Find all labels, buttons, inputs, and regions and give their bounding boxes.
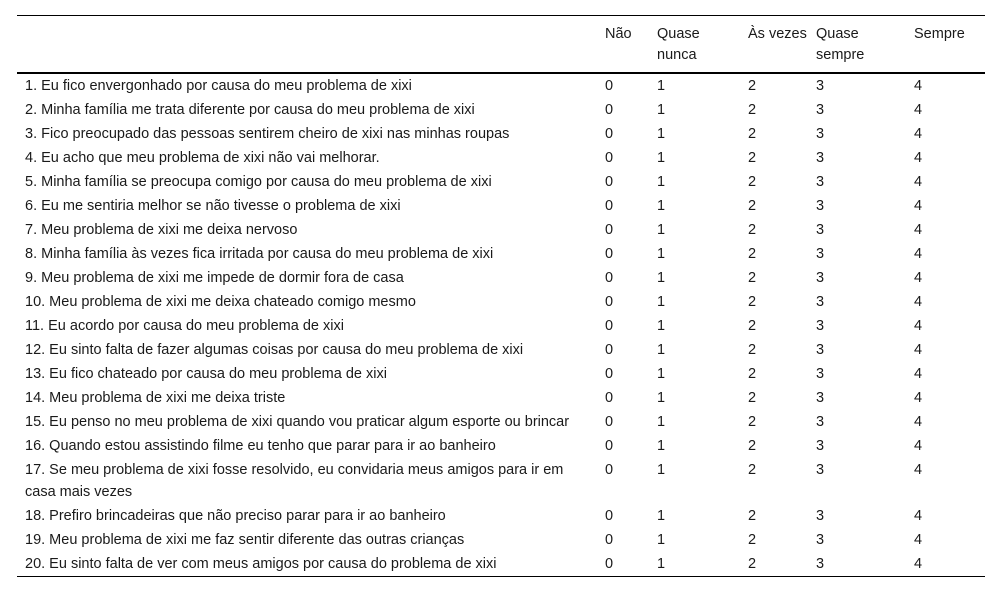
score-cell: 2 [748, 78, 757, 94]
item-statement: 20. Eu sinto falta de ver com meus amigos por causa do problema de xixi [25, 556, 497, 572]
header-nao: Não [605, 26, 632, 42]
score-cell: 3 [816, 532, 825, 548]
table-row [17, 170, 985, 194]
score-cell: 2 [748, 366, 757, 382]
score-cell: 4 [914, 102, 923, 118]
item-statement: 15. Eu penso no meu problema de xixi quando vou praticar algum esporte ou brincar [25, 414, 570, 430]
score-cell: 4 [914, 222, 923, 238]
score-cell: 0 [605, 246, 614, 262]
table-row [17, 458, 985, 504]
score-cell: 4 [914, 270, 923, 286]
score-cell: 3 [816, 390, 825, 406]
score-cell: 1 [657, 438, 666, 454]
score-cell: 4 [914, 556, 923, 572]
item-statement: 19. Meu problema de xixi me faz sentir diferente das outras crianças [25, 532, 465, 548]
score-cell: 2 [748, 414, 757, 430]
table-row [17, 434, 985, 458]
score-cell: 0 [605, 390, 614, 406]
score-cell: 2 [748, 270, 757, 286]
score-cell: 1 [657, 174, 666, 190]
header-as-vezes: Às vezes [748, 26, 807, 42]
score-cell: 0 [605, 270, 614, 286]
score-cell: 2 [748, 150, 757, 166]
score-cell: 2 [748, 246, 757, 262]
score-cell: 0 [605, 342, 614, 358]
score-cell: 2 [748, 342, 757, 358]
questionnaire-table-container [17, 15, 985, 577]
score-cell: 0 [605, 438, 614, 454]
score-cell: 3 [816, 366, 825, 382]
score-cell: 0 [605, 126, 614, 142]
score-cell: 4 [914, 126, 923, 142]
score-cell: 1 [657, 366, 666, 382]
score-cell: 2 [748, 556, 757, 572]
score-cell: 3 [816, 318, 825, 334]
item-statement: 5. Minha família se preocupa comigo por causa do meu problema de xixi [25, 174, 492, 190]
score-cell: 1 [657, 294, 666, 310]
item-statement: 7. Meu problema de xixi me deixa nervoso [25, 222, 298, 238]
score-cell: 0 [605, 556, 614, 572]
score-cell: 2 [748, 174, 757, 190]
score-cell: 3 [816, 438, 825, 454]
table-body [17, 73, 985, 577]
score-cell: 2 [748, 198, 757, 214]
score-cell: 1 [657, 342, 666, 358]
score-cell: 1 [657, 198, 666, 214]
score-cell: 0 [605, 366, 614, 382]
table-row [17, 290, 985, 314]
score-cell: 1 [657, 532, 666, 548]
score-cell: 1 [657, 270, 666, 286]
score-cell: 3 [816, 150, 825, 166]
score-cell: 1 [657, 390, 666, 406]
score-cell: 2 [748, 438, 757, 454]
score-cell: 0 [605, 532, 614, 548]
score-cell: 3 [816, 222, 825, 238]
score-cell: 2 [748, 126, 757, 142]
score-cell: 3 [816, 270, 825, 286]
score-cell: 3 [816, 294, 825, 310]
table-row [17, 528, 985, 552]
table-header [17, 16, 985, 74]
item-statement: 10. Meu problema de xixi me deixa chateado comigo mesmo [25, 294, 416, 310]
item-statement: 4. Eu acho que meu problema de xixi não vai melhorar. [25, 150, 380, 166]
table-row [17, 504, 985, 528]
score-cell: 2 [748, 462, 757, 478]
table-row [17, 122, 985, 146]
score-cell: 1 [657, 414, 666, 430]
score-cell: 4 [914, 390, 923, 406]
header-row [17, 16, 985, 74]
score-cell: 1 [657, 150, 666, 166]
score-cell: 0 [605, 150, 614, 166]
table-row [17, 242, 985, 266]
score-cell: 3 [816, 102, 825, 118]
score-cell: 1 [657, 78, 666, 94]
table-row [17, 266, 985, 290]
score-cell: 1 [657, 222, 666, 238]
score-cell: 1 [657, 462, 666, 478]
table-row [17, 98, 985, 122]
score-cell: 4 [914, 246, 923, 262]
score-cell: 4 [914, 508, 923, 524]
score-cell: 4 [914, 342, 923, 358]
score-cell: 3 [816, 414, 825, 430]
header-item [17, 16, 597, 74]
table-row [17, 218, 985, 242]
score-cell: 4 [914, 78, 923, 94]
item-statement: 6. Eu me sentiria melhor se não tivesse o problema de xixi [25, 198, 401, 214]
score-cell: 4 [914, 414, 923, 430]
item-statement: 8. Minha família às vezes fica irritada por causa do meu problema de xixi [25, 246, 494, 262]
score-cell: 0 [605, 462, 614, 478]
item-statement: 2. Minha família me trata diferente por causa do meu problema de xixi [25, 102, 475, 118]
item-statement: 12. Eu sinto falta de fazer algumas coisas por causa do meu problema de xixi [25, 342, 524, 358]
header-quase-sempre: Quase sempre [816, 26, 865, 63]
score-cell: 0 [605, 174, 614, 190]
score-cell: 3 [816, 246, 825, 262]
score-cell: 1 [657, 126, 666, 142]
score-cell: 0 [605, 414, 614, 430]
table-row [17, 410, 985, 434]
score-cell: 1 [657, 246, 666, 262]
score-cell: 4 [914, 366, 923, 382]
item-statement: 11. Eu acordo por causa do meu problema de xixi [25, 318, 344, 334]
item-statement: 16. Quando estou assistindo filme eu tenho que parar para ir ao banheiro [25, 438, 496, 454]
item-statement: 14. Meu problema de xixi me deixa triste [25, 390, 286, 406]
score-cell: 4 [914, 150, 923, 166]
score-cell: 0 [605, 318, 614, 334]
score-cell: 3 [816, 508, 825, 524]
score-cell: 4 [914, 318, 923, 334]
score-cell: 2 [748, 102, 757, 118]
table-row [17, 146, 985, 170]
score-cell: 0 [605, 102, 614, 118]
score-cell: 0 [605, 222, 614, 238]
score-cell: 4 [914, 462, 923, 478]
score-cell: 2 [748, 294, 757, 310]
questionnaire-table [17, 15, 985, 577]
score-cell: 4 [914, 198, 923, 214]
score-cell: 4 [914, 174, 923, 190]
score-cell: 0 [605, 508, 614, 524]
score-cell: 1 [657, 556, 666, 572]
score-cell: 4 [914, 294, 923, 310]
table-row [17, 338, 985, 362]
score-cell: 3 [816, 198, 825, 214]
table-row [17, 194, 985, 218]
score-cell: 1 [657, 508, 666, 524]
score-cell: 3 [816, 174, 825, 190]
table-row [17, 362, 985, 386]
score-cell: 4 [914, 438, 923, 454]
score-cell: 1 [657, 318, 666, 334]
score-cell: 2 [748, 222, 757, 238]
item-statement: 1. Eu fico envergonhado por causa do meu problema de xixi [25, 78, 412, 94]
score-cell: 4 [914, 532, 923, 548]
score-cell: 3 [816, 556, 825, 572]
item-statement: 9. Meu problema de xixi me impede de dormir fora de casa [25, 270, 404, 286]
score-cell: 2 [748, 318, 757, 334]
item-statement: 17. Se meu problema de xixi fosse resolvido, eu convidaria meus amigos para ir em casa mais vezes [25, 462, 564, 500]
score-cell: 0 [605, 78, 614, 94]
item-statement: 3. Fico preocupado das pessoas sentirem cheiro de xixi nas minhas roupas [25, 126, 510, 142]
item-statement: 18. Prefiro brincadeiras que não preciso parar para ir ao banheiro [25, 508, 446, 524]
score-cell: 3 [816, 462, 825, 478]
table-row [17, 73, 985, 98]
header-sempre: Sempre [914, 26, 965, 42]
score-cell: 3 [816, 342, 825, 358]
score-cell: 3 [816, 78, 825, 94]
score-cell: 2 [748, 532, 757, 548]
table-row [17, 552, 985, 577]
score-cell: 0 [605, 198, 614, 214]
score-cell: 2 [748, 508, 757, 524]
header-quase-nunca: Quase nunca [657, 26, 700, 63]
table-row [17, 386, 985, 410]
table-row [17, 314, 985, 338]
score-cell: 2 [748, 390, 757, 406]
score-cell: 1 [657, 102, 666, 118]
score-cell: 0 [605, 294, 614, 310]
score-cell: 3 [816, 126, 825, 142]
item-statement: 13. Eu fico chateado por causa do meu problema de xixi [25, 366, 387, 382]
